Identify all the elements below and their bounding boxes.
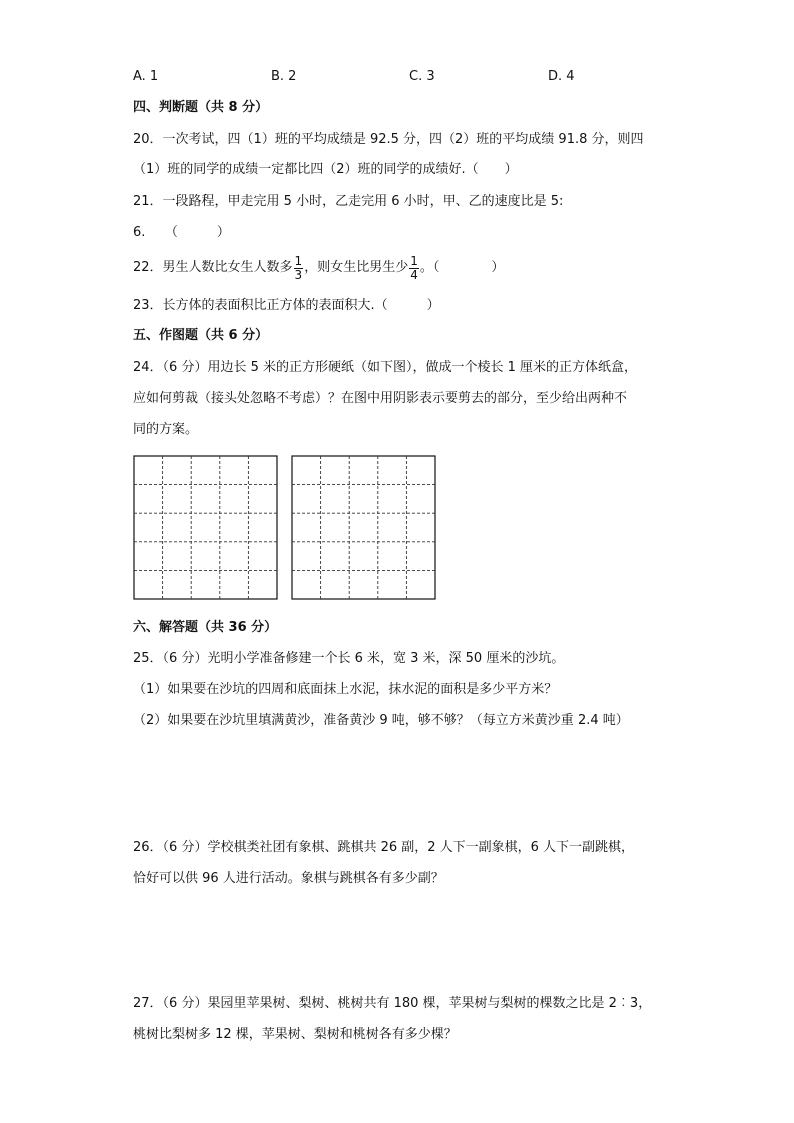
fraction-denominator: 3 (294, 267, 303, 282)
grid-border (292, 456, 435, 599)
question-26-line-1: 26．（6 分）学校棋类社团有象棋、跳棋共 26 副，2 人下一副象棋，6 人下一副跳棋， (133, 840, 635, 855)
question-22 (133, 253, 504, 283)
cutting-grid-right (291, 455, 436, 600)
question-25-line-1: 25．（6 分）光明小学准备修建一个长 6 米，宽 3 米，深 50 厘米的沙坑。 (133, 651, 565, 666)
question-21-line-1: 21．一段路程，甲走完用 5 小时，乙走完用 6 小时，甲、乙的速度比是 5: (133, 194, 564, 209)
section-heading-solutions: 六、解答题（共 36 分） (133, 620, 278, 635)
question-26-line-2: 恰好可以供 96 人进行活动。象棋与跳棋各有多少副？ (133, 871, 444, 886)
question-24-line-1: 24．（6 分）用边长 5 米的正方形硬纸（如下图），做成一个棱长 1 厘米的正方体纸盒， (133, 360, 638, 375)
question-23: 23．长方体的表面积比正方体的表面积大.（ ） (133, 298, 440, 313)
question-20-line-2: （1）班的同学的成绩一定都比四（2）班的同学的成绩好.（ ） (133, 162, 518, 177)
question-22-prefix: 22．男生人数比女生人数多 (133, 260, 293, 275)
fraction-one-quarter (409, 255, 419, 282)
grid-dashed-lines (292, 456, 435, 599)
question-21-line-2: 6. （ ） (133, 225, 230, 240)
question-27-line-2: 桃树比梨树多 12 棵，苹果树、梨树和桃树各有多少棵？ (133, 1027, 457, 1042)
fraction-one-third (294, 255, 304, 282)
choice-a: A. 1 (133, 69, 159, 84)
cutting-grid-left (133, 455, 278, 600)
question-24-line-2: 应如何剪裁（接头处忽略不考虑）？在图中用阴影表示要剪去的部分，至少给出两种不 (133, 391, 628, 406)
choice-d: D. 4 (548, 69, 575, 84)
question-22-suffix: 。（ ） (419, 260, 505, 275)
fraction-numerator: 1 (294, 253, 303, 268)
grid-dashed-lines (134, 456, 277, 599)
choice-c: C. 3 (409, 69, 435, 84)
question-25-line-3: （2）如果要在沙坑里填满黄沙，准备黄沙 9 吨，够不够？（每立方米黄沙重 2.4 吨） (133, 713, 629, 728)
question-25-line-2: （1）如果要在沙坑的四周和底面抹上水泥，抹水泥的面积是多少平方米？ (133, 682, 558, 697)
question-27-line-1: 27．（6 分）果园里苹果树、梨树、桃树共有 180 棵，苹果树与梨树的棵数之比是 2︰3， (133, 996, 652, 1011)
fraction-denominator: 4 (410, 267, 418, 282)
question-22-middle: ，则女生比男生少 (304, 260, 409, 275)
choice-b: B. 2 (271, 69, 297, 84)
fraction-numerator: 1 (410, 253, 418, 268)
question-24-line-3: 同的方案。 (133, 422, 199, 437)
grid-border (134, 456, 277, 599)
question-20-line-1: 20．一次考试，四（1）班的平均成绩是 92.5 分，四（2）班的平均成绩 91.8 分，则四 (133, 132, 644, 147)
section-heading-drawing: 五、作图题（共 6 分） (133, 328, 269, 343)
section-heading-judgement: 四、判断题（共 8 分） (133, 100, 269, 115)
